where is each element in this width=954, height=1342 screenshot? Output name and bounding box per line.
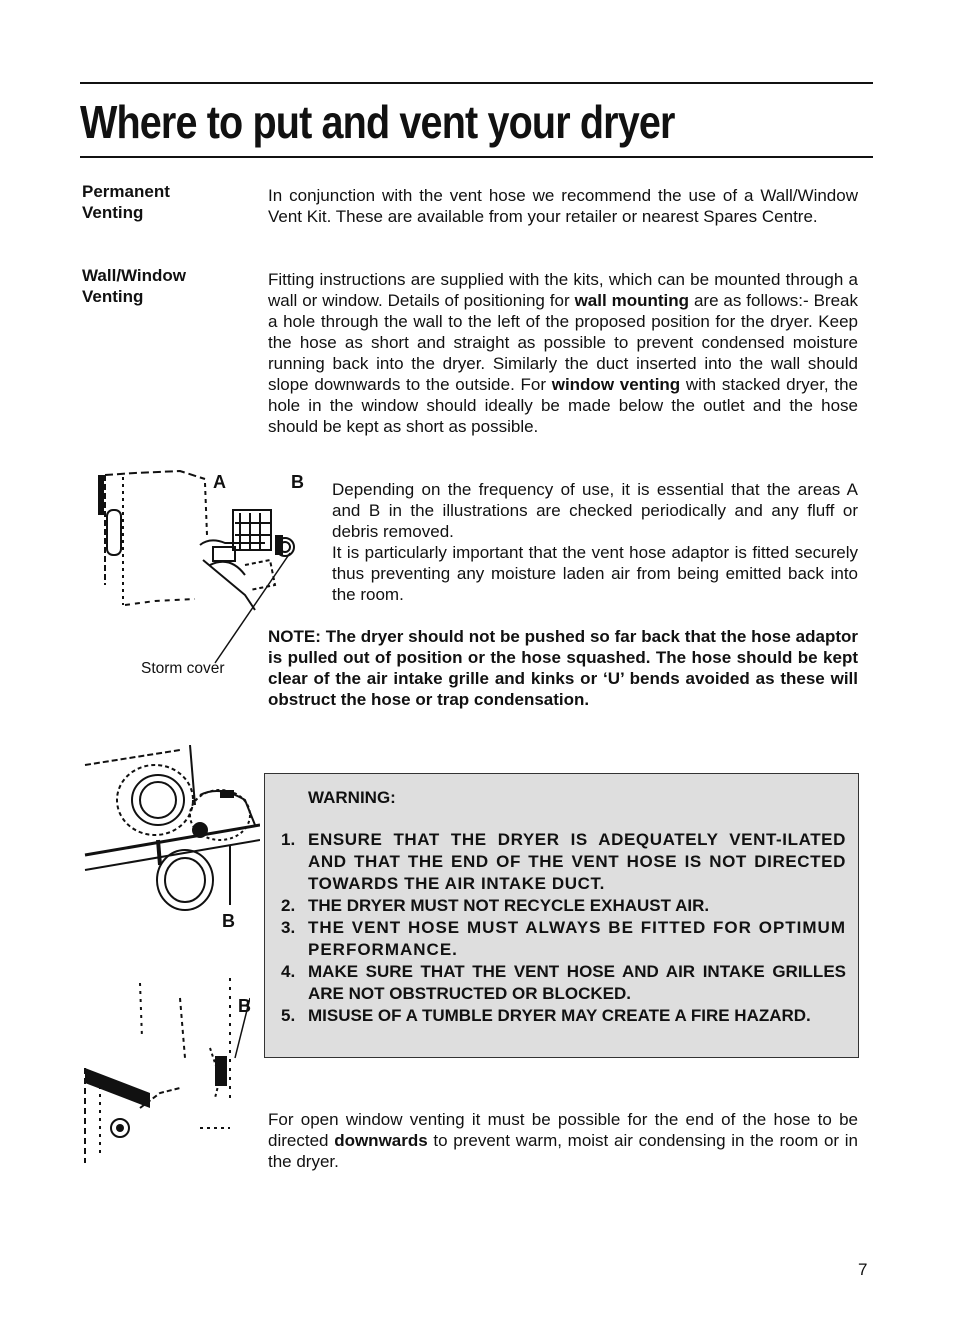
warning-item-number: 2. — [281, 896, 296, 915]
warning-box — [264, 773, 859, 1058]
vent-hose-adaptor-illustration — [80, 745, 260, 925]
open-window-venting-text — [268, 1109, 858, 1172]
storm-cover-caption: Storm cover — [141, 660, 225, 677]
permanent-venting-text: In conjunction with the vent hose we recommend the use of a Wall/Window Vent Kit. These are available from your retailer or nearest Spares Centre. — [268, 186, 858, 226]
window-venting-emphasis: window venting — [551, 375, 681, 394]
warning-item-text: MISUSE OF A TUMBLE DRYER MAY CREATE A FIRE HAZARD. — [308, 1006, 811, 1025]
top-rule — [80, 82, 873, 84]
wall-mounting-emphasis: wall mounting — [574, 291, 690, 310]
warning-list — [281, 829, 846, 1027]
page-title: Where to put and vent your dryer — [80, 96, 675, 148]
figure1-label-a: A — [213, 472, 226, 492]
warning-title: WARNING: — [308, 788, 396, 807]
warning-item — [281, 895, 846, 917]
wall-venting-text-3: with stacked dryer, the hole in the window should ideally be made below the outlet and the hose should be kept as short as possible. — [268, 375, 858, 436]
warning-item-number: 1. — [281, 830, 296, 849]
figure3-label-b: B — [238, 996, 251, 1016]
hose-note: NOTE: The dryer should not be pushed so far back that the hose adaptor is pulled out of position or the hose squashed. The hose should be kept clear of the air intake grille and kinks or ‘U’ bends avoided as these will obstruct the hose or trap condensation. — [268, 627, 858, 709]
warning-item-text: ENSURE THAT THE DRYER IS ADEQUATELY VENT-ILATED AND THAT THE END OF THE VENT HOSE IS NOT DIRECTED TOWARDS THE AIR INTAKE DUCT. — [308, 830, 846, 893]
page-number: 7 — [858, 1260, 868, 1279]
figure2-label-b: B — [222, 911, 235, 931]
stacked-dryer-vent-illustration — [80, 978, 250, 1198]
wall-window-venting-heading: Wall/Window Venting — [82, 266, 187, 306]
warning-item-text: THE VENT HOSE MUST ALWAYS BE FITTED FOR OPTIMUM PERFORMANCE. — [308, 918, 846, 959]
wall-venting-text-2: are as follows:- Break a hole through the wall to the left of the proposed position for the dryer. Keep the hose as short and straight as possible to prevent condensed moisture running back into the dryer. Similarly the duct inserted into the wall should slope downwards to the outside. For — [268, 291, 858, 394]
open-window-text-1: For open window venting it must be possible for the end of the hose to be directed — [268, 1110, 858, 1150]
open-window-text-2: to prevent warm, moist air condensing in the room or in the dryer. — [268, 1131, 858, 1171]
check-areas-text-2: It is particularly important that the vent hose adaptor is fitted securely thus preventing any moisture laden air from being emitted back into the room. — [332, 543, 858, 604]
warning-item — [281, 829, 846, 895]
warning-item-text: THE DRYER MUST NOT RECYCLE EXHAUST AIR. — [308, 896, 710, 915]
permanent-venting-heading: Permanent Venting — [82, 182, 170, 222]
warning-item-number: 5. — [281, 1006, 296, 1025]
warning-item-number: 3. — [281, 918, 296, 937]
title-underline — [80, 156, 873, 158]
wall-venting-text-1: Fitting instructions are supplied with the kits, which can be mounted through a wall or window. Details of positioning for — [268, 270, 858, 310]
check-areas-text-1: Depending on the frequency of use, it is essential that the areas A and B in the illustrations are checked periodically and any fluff or debris removed. — [332, 480, 858, 541]
wall-window-venting-text — [268, 269, 858, 437]
warning-item — [281, 961, 846, 1005]
downwards-emphasis: downwards — [334, 1131, 428, 1150]
dryer-rear-storm-cover-illustration — [95, 465, 295, 685]
warning-item-text: MAKE SURE THAT THE VENT HOSE AND AIR INTAKE GRILLES ARE NOT OBSTRUCTED OR BLOCKED. — [308, 962, 846, 1003]
warning-item-number: 4. — [281, 962, 296, 981]
warning-item — [281, 1005, 846, 1027]
warning-item — [281, 917, 846, 961]
figure1-label-b: B — [291, 472, 304, 492]
